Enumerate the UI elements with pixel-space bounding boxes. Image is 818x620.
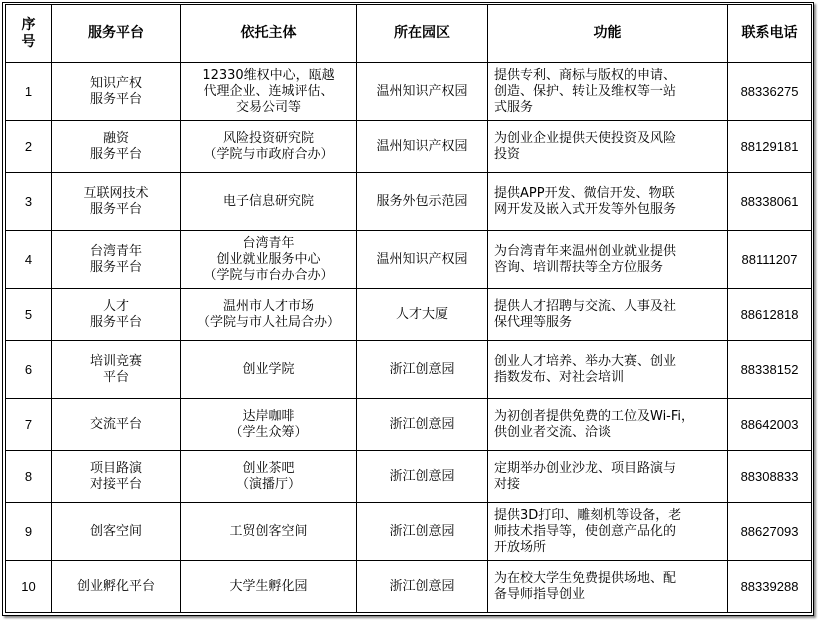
cell-host: 工贸创客空间: [181, 503, 357, 561]
table-row: [6, 561, 812, 613]
cell-index: 10: [6, 561, 52, 613]
cell-platform: 创客空间: [52, 503, 181, 561]
header-host: 依托主体: [181, 5, 357, 63]
cell-host: 达岸咖啡 （学生众筹）: [181, 399, 357, 451]
cell-function: 为台湾青年来温州创业就业提供 咨询、培训帮扶等全方位服务: [488, 231, 728, 289]
cell-platform: 人才 服务平台: [52, 289, 181, 341]
cell-phone: 88308833: [728, 451, 812, 503]
header-index: 序 号: [6, 5, 52, 63]
cell-phone: 88627093: [728, 503, 812, 561]
table-row: [6, 231, 812, 289]
cell-phone: 88612818: [728, 289, 812, 341]
cell-park: 服务外包示范园: [357, 173, 488, 231]
cell-platform: 互联网技术 服务平台: [52, 173, 181, 231]
cell-index: 6: [6, 341, 52, 399]
cell-host: 创业学院: [181, 341, 357, 399]
cell-park: 浙江创意园: [357, 503, 488, 561]
cell-platform: 项目路演 对接平台: [52, 451, 181, 503]
cell-park: 温州知识产权园: [357, 231, 488, 289]
service-platform-table: [5, 4, 812, 613]
cell-phone: 88339288: [728, 561, 812, 613]
cell-index: 5: [6, 289, 52, 341]
cell-phone: 88111207: [728, 231, 812, 289]
cell-park: 浙江创意园: [357, 451, 488, 503]
cell-park: 人才大厦: [357, 289, 488, 341]
table-body: [6, 63, 812, 613]
cell-function: 提供专利、商标与版权的申请、 创造、保护、转让及维权等一站 式服务: [488, 63, 728, 121]
cell-host: 创业茶吧 （演播厅）: [181, 451, 357, 503]
cell-platform: 培训竞赛 平台: [52, 341, 181, 399]
cell-function: 为初创者提供免费的工位及Wi-Fi， 供创业者交流、洽谈: [488, 399, 728, 451]
table-row: [6, 451, 812, 503]
cell-park: 浙江创意园: [357, 341, 488, 399]
header-platform: 服务平台: [52, 5, 181, 63]
cell-host: 风险投资研究院 （学院与市政府合办）: [181, 121, 357, 173]
cell-phone: 88336275: [728, 63, 812, 121]
header-function: 功能: [488, 5, 728, 63]
cell-park: 温州知识产权园: [357, 63, 488, 121]
cell-platform: 融资 服务平台: [52, 121, 181, 173]
cell-index: 2: [6, 121, 52, 173]
cell-function: 提供人才招聘与交流、人事及社 保代理等服务: [488, 289, 728, 341]
table-row: [6, 121, 812, 173]
cell-index: 4: [6, 231, 52, 289]
cell-index: 8: [6, 451, 52, 503]
cell-function: 创业人才培养、举办大赛、创业 指数发布、对社会培训: [488, 341, 728, 399]
table-row: [6, 503, 812, 561]
cell-function: 定期举办创业沙龙、项目路演与 对接: [488, 451, 728, 503]
cell-host: 温州市人才市场 （学院与市人社局合办）: [181, 289, 357, 341]
cell-park: 浙江创意园: [357, 399, 488, 451]
cell-host: 台湾青年 创业就业服务中心 （学院与市台办合办）: [181, 231, 357, 289]
cell-park: 温州知识产权园: [357, 121, 488, 173]
table-frame: [2, 2, 814, 616]
cell-function: 为在校大学生免费提供场地、配 备导师指导创业: [488, 561, 728, 613]
header-row: [6, 5, 812, 63]
cell-host: 大学生孵化园: [181, 561, 357, 613]
header-park: 所在园区: [357, 5, 488, 63]
cell-host: 12330维权中心，瓯越 代理企业、连城评估、 交易公司等: [181, 63, 357, 121]
cell-platform: 台湾青年 服务平台: [52, 231, 181, 289]
cell-index: 9: [6, 503, 52, 561]
cell-index: 1: [6, 63, 52, 121]
cell-platform: 知识产权 服务平台: [52, 63, 181, 121]
cell-phone: 88129181: [728, 121, 812, 173]
cell-platform: 创业孵化平台: [52, 561, 181, 613]
cell-park: 浙江创意园: [357, 561, 488, 613]
table-row: [6, 399, 812, 451]
cell-phone: 88338061: [728, 173, 812, 231]
table-row: [6, 63, 812, 121]
cell-function: 提供APP开发、微信开发、物联 网开发及嵌入式开发等外包服务: [488, 173, 728, 231]
cell-index: 7: [6, 399, 52, 451]
cell-phone: 88338152: [728, 341, 812, 399]
header-phone: 联系电话: [728, 5, 812, 63]
cell-phone: 88642003: [728, 399, 812, 451]
cell-platform: 交流平台: [52, 399, 181, 451]
cell-index: 3: [6, 173, 52, 231]
cell-host: 电子信息研究院: [181, 173, 357, 231]
cell-function: 提供3D打印、雕刻机等设备，老 师技术指导等，使创意产品化的 开放场所: [488, 503, 728, 561]
table-row: [6, 289, 812, 341]
table-row: [6, 173, 812, 231]
cell-function: 为创业企业提供天使投资及风险 投资: [488, 121, 728, 173]
table-row: [6, 341, 812, 399]
